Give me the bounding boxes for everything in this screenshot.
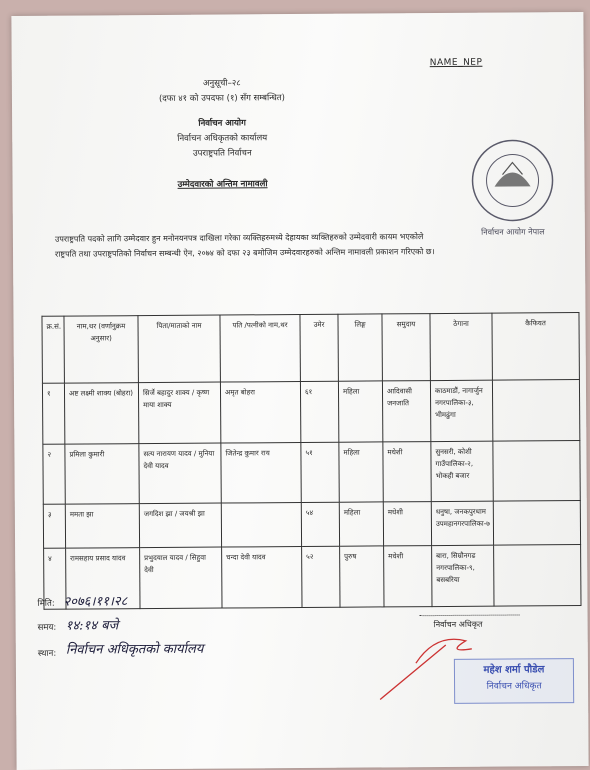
cell-community: मधेशी: [383, 502, 431, 547]
header-community: समुदाय: [382, 314, 430, 381]
cell-name: प्रमिला कुमारी: [65, 443, 139, 504]
seal-text: निर्वाचन आयोग नेपाल: [481, 227, 545, 237]
cell-address: काठमाडौं, नागार्जुन नगरपालिका-३, भीमढुंगा: [430, 380, 492, 441]
header-serial: क्र.सं.: [42, 316, 64, 383]
cell-age: ५१: [301, 442, 339, 503]
table-header-row: [42, 313, 579, 384]
signature-label: निर्वाचन अधिकृत: [433, 619, 483, 630]
header-age: उमेर: [300, 314, 338, 381]
cell-parents: प्रभुदयाल यादव / सिहुवा देवी: [140, 548, 222, 609]
header-name: नाम,थर (वर्णानुक्रम अनुसार): [64, 316, 138, 384]
cell-spouse: चन्दा देवी यादव: [222, 547, 302, 608]
commission-name: निर्वाचन आयोग: [198, 118, 246, 129]
cell-name: रामसहाय प्रसाद यादव: [66, 548, 140, 609]
cell-remarks: [493, 440, 580, 501]
cell-serial: ४: [44, 549, 66, 610]
cell-age: ५२: [302, 547, 340, 608]
election-name: उपराष्ट्रपति निर्वाचन: [192, 148, 252, 159]
date-label: मिति:: [37, 598, 55, 609]
cell-serial: ३: [43, 504, 65, 549]
header-spouse: पति /पत्नीको नाम,थर: [220, 314, 300, 382]
rule-reference: (दफा ४१ को उपदफा (१) सँग सम्बन्धित): [158, 93, 285, 104]
cell-serial: २: [43, 444, 65, 505]
cell-spouse: जितेन्द्र कुमार राय: [221, 442, 301, 503]
candidate-table: [41, 312, 581, 610]
cell-spouse: अमृत बोहरा: [220, 381, 300, 442]
place-value: निर्वाचन अधिकृतको कार्यालय: [65, 641, 204, 658]
cell-community: आदिवासी जनजाति: [382, 381, 430, 442]
cell-name: अष्ट लक्ष्मी शाक्य (बोहरा): [64, 383, 138, 444]
time-label: समय:: [37, 622, 57, 633]
time-value: १४:१४ बजे: [65, 618, 119, 634]
header-gender: लिङ्ग: [338, 314, 382, 381]
header-address: ठेगाना: [430, 313, 492, 380]
header-remarks: कैफियत: [492, 313, 579, 381]
cell-parents: जगदिश झा / जयश्री झा: [139, 503, 221, 548]
cell-parents: सत्य नारायण यादव / मुनिया देवी यादव: [139, 443, 221, 504]
cell-remarks: [494, 545, 581, 606]
cell-parents: सिर्जे बहादुर शाक्य / कृष्ण माया शाक्य: [138, 382, 220, 443]
intro-paragraph: उपराष्ट्रपति पदको लागि उम्मेदवार हुन मनोनयनपत्र दाखिला गरेका व्यक्तिहरुमध्ये देहायका व्यक्तिहरुको उम्मेदवारी कायम भएकोले राष्ट्रपति तथा उपराष्ट्रपतिको निर्वाचन सम्बन्धी ऐन, २०७४ को दफा २३ बमोजिम उम्मेदवारहरुको अन्तिम नामावली प्रकाशन गरिएको छ।: [54, 232, 435, 259]
date-value: २०७६।११।२८: [63, 594, 128, 610]
table-row: [42, 380, 579, 444]
cell-gender: महिला: [339, 502, 383, 547]
cell-gender: महिला: [339, 441, 383, 502]
schedule-number: अनुसूची–२८: [202, 78, 241, 89]
cell-gender: पुरुष: [340, 546, 384, 607]
document-title: उम्मेदवारको अन्तिम नामावली: [177, 179, 268, 190]
header-parents: पिता/माताको नाम: [138, 315, 220, 383]
cell-address: बारा, सिम्रौनगढ नगरपालिका-९, बसबरिया: [432, 546, 494, 607]
table-row: [43, 501, 580, 549]
cell-remarks: [492, 380, 579, 441]
cell-spouse: [221, 503, 301, 548]
cell-gender: महिला: [338, 381, 382, 442]
document-code: NAME_NEP: [429, 57, 483, 69]
cell-address: सुनसरी, कोशी गाउँपालिका-२, भोकही बजार: [431, 441, 493, 502]
place-label: स्थान:: [37, 648, 57, 659]
office-name: निर्वाचन अधिकृतको कार्यालय: [177, 133, 268, 144]
stamp-title: निर्वाचन अधिकृत: [486, 681, 542, 692]
table-row: [43, 440, 580, 504]
cell-serial: १: [42, 383, 64, 444]
office-seal-icon: [464, 130, 561, 245]
notice-paper: [11, 12, 588, 770]
officer-stamp: [454, 658, 574, 704]
cell-name: ममता झा: [65, 504, 139, 549]
cell-address: धनुषा, जनकपुरधाम उपमहानगरपालिका-७: [431, 501, 493, 546]
cell-community: मधेशी: [384, 546, 432, 607]
signature-line: [420, 614, 520, 616]
cell-community: मधेशी: [383, 441, 431, 502]
cell-remarks: [493, 501, 580, 546]
stamp-name: महेश शर्मा पौडेल: [483, 664, 545, 676]
cell-age: ६१: [300, 381, 338, 442]
cell-age: ५४: [301, 502, 339, 547]
